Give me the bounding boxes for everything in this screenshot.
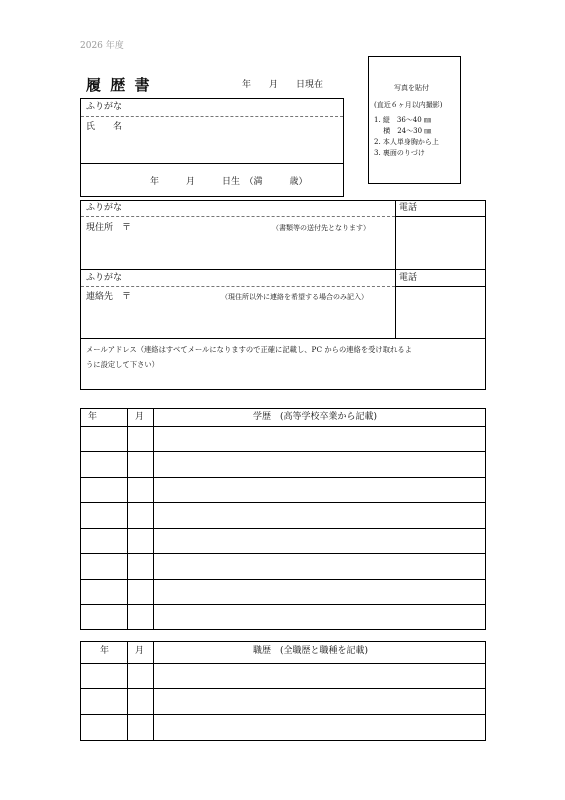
table-row <box>81 528 485 529</box>
address-furigana-divider <box>81 216 395 217</box>
table-row <box>81 714 485 715</box>
personal-name-divider <box>81 163 343 164</box>
table-row <box>81 553 485 554</box>
address-phone-divider <box>396 216 485 217</box>
work-year-divider <box>127 642 128 740</box>
table-row <box>81 477 485 478</box>
work-month-divider <box>153 642 154 740</box>
work-header-month: 月 <box>135 646 145 656</box>
contact-furigana-divider <box>81 286 395 287</box>
contact-furigana-label: ふりがな <box>86 273 123 283</box>
work-header-year: 年 <box>100 646 110 656</box>
table-row <box>81 688 485 689</box>
address-note: （書類等の送付先となります） <box>272 224 370 232</box>
document-title: 履 歴 書 <box>86 76 152 94</box>
email-instructions-line-2: うに設定して下さい） <box>86 360 159 369</box>
year-label: 2026 年度 <box>80 41 124 51</box>
contact-email-divider <box>81 338 485 339</box>
address-furigana-label: ふりがな <box>86 203 123 213</box>
table-row <box>81 604 485 605</box>
education-header-detail: 学歴 (高等学校卒業から記載) <box>253 412 378 422</box>
education-month-divider <box>153 409 154 629</box>
photo-spec-4: 3. 裏面のりづけ <box>374 149 425 157</box>
table-row <box>81 663 485 664</box>
address-label: 現住所 〒 <box>86 223 132 233</box>
contact-phone-label: 電話 <box>399 273 418 283</box>
table-row <box>81 502 485 503</box>
photo-spec-2: 横 24～30 ㎜ <box>374 127 432 135</box>
personal-furigana-divider <box>81 116 343 117</box>
work-header-detail: 職歴 (全職歴と職種を記載) <box>253 646 369 656</box>
birth-line: 年 月 日生 （満 歳） <box>150 177 308 187</box>
education-year-divider <box>127 409 128 629</box>
table-row <box>81 579 485 580</box>
education-header-year: 年 <box>88 412 98 422</box>
work-history-table <box>80 641 486 741</box>
education-table <box>80 408 486 630</box>
contact-label: 連絡先 〒 <box>86 292 132 302</box>
table-row <box>81 426 485 427</box>
photo-subtitle: (直近６ヶ月以内撮影) <box>374 101 443 109</box>
photo-spec-1: 1. 縦 36～40 ㎜ <box>374 116 431 124</box>
photo-spec-3: 2. 本人単身胸から上 <box>374 138 439 146</box>
address-contact-divider <box>81 269 485 270</box>
table-row <box>81 451 485 452</box>
contact-note: （現住所以外に連絡を希望する場合のみ記入） <box>221 293 368 301</box>
photo-title: 写真を貼付 <box>394 84 429 92</box>
education-header-month: 月 <box>135 412 145 422</box>
email-instructions-line-1: メールアドレス（連絡はすべてメールになりますので正確に記載し、PC からの連絡を受け取れるよ <box>86 345 412 354</box>
date-line: 年 月 日現在 <box>242 80 324 90</box>
personal-furigana-label: ふりがな <box>86 102 123 112</box>
name-label: 氏 名 <box>86 122 123 132</box>
contact-phone-divider <box>396 286 485 287</box>
address-phone-label: 電話 <box>399 203 418 213</box>
